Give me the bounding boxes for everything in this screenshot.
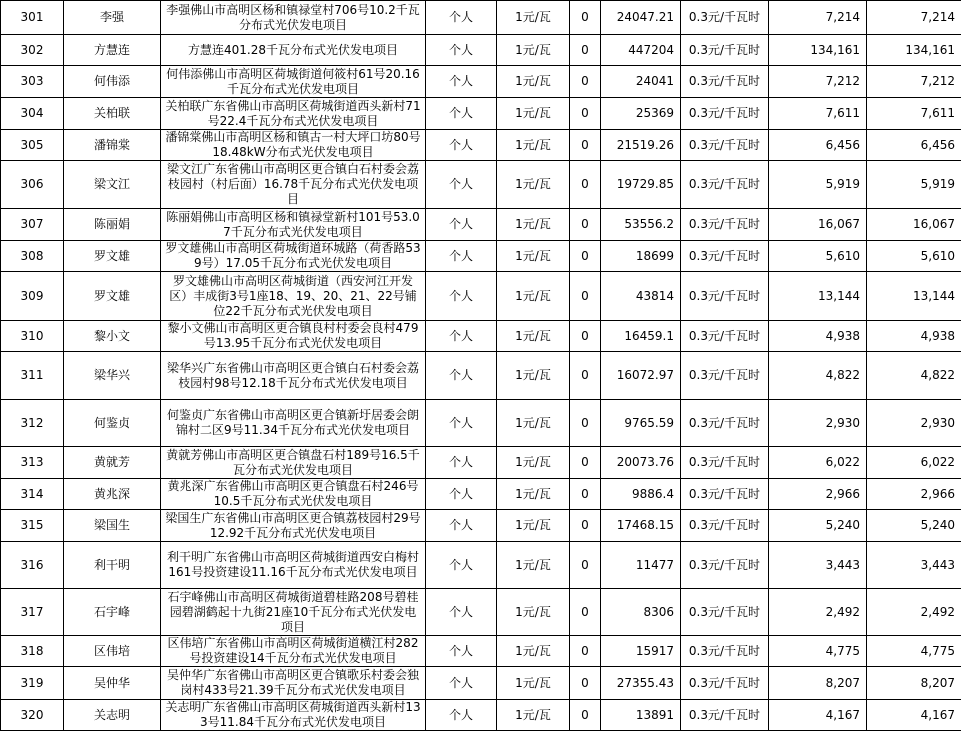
- row-number-cell: 303: [1, 66, 64, 98]
- zero-value-cell: 0: [570, 98, 601, 130]
- row-number-cell: 311: [1, 352, 64, 400]
- applicant-name-cell: 潘锦棠: [64, 130, 161, 161]
- table-row: [1, 130, 961, 161]
- generation-output-cell: 447204: [601, 35, 681, 66]
- row-number-cell: 320: [1, 700, 64, 731]
- row-number-cell: 307: [1, 209, 64, 241]
- table-row: [1, 700, 961, 731]
- subsidy-rate-cell: 0.3元/千瓦时: [681, 510, 769, 542]
- unit-price-cell: 1元/瓦: [497, 352, 570, 400]
- subsidy-amount-cell: 3,443: [769, 542, 867, 589]
- table-row: [1, 161, 961, 209]
- row-number-cell: 317: [1, 589, 64, 636]
- subsidy-rate-cell: 0.3元/千瓦时: [681, 479, 769, 510]
- unit-price-cell: 1元/瓦: [497, 35, 570, 66]
- unit-price-cell: 1元/瓦: [497, 130, 570, 161]
- table-row: [1, 636, 961, 667]
- subsidy-amount-cell: 4,938: [769, 321, 867, 352]
- subsidy-amount-cell: 16,067: [769, 209, 867, 241]
- project-name-cell: 黄兆深广东省佛山市高明区更合镇盘石村246号10.5千瓦分布式光伏发电项目: [161, 479, 426, 510]
- subsidy-total-cell: 4,938: [867, 321, 961, 352]
- subsidy-total-cell: 134,161: [867, 35, 961, 66]
- generation-output-cell: 24047.21: [601, 1, 681, 35]
- subsidy-total-cell: 13,144: [867, 272, 961, 321]
- applicant-type-cell: 个人: [426, 479, 497, 510]
- subsidy-rate-cell: 0.3元/千瓦时: [681, 1, 769, 35]
- applicant-name-cell: 方慧连: [64, 35, 161, 66]
- table-row: [1, 400, 961, 447]
- generation-output-cell: 25369: [601, 98, 681, 130]
- generation-output-cell: 43814: [601, 272, 681, 321]
- zero-value-cell: 0: [570, 241, 601, 272]
- applicant-name-cell: 黄兆深: [64, 479, 161, 510]
- table-row: [1, 241, 961, 272]
- row-number-cell: 314: [1, 479, 64, 510]
- table-row: [1, 66, 961, 98]
- subsidy-total-cell: 4,822: [867, 352, 961, 400]
- project-name-cell: 黄就芳佛山市高明区更合镇盘石村189号16.5千瓦分布式光伏发电项目: [161, 447, 426, 479]
- project-name-cell: 陈丽娟佛山市高明区杨和镇禄堂新村101号53.07千瓦分布式光伏发电项目: [161, 209, 426, 241]
- subsidy-amount-cell: 13,144: [769, 272, 867, 321]
- subsidy-total-cell: 6,022: [867, 447, 961, 479]
- unit-price-cell: 1元/瓦: [497, 321, 570, 352]
- subsidy-total-cell: 3,443: [867, 542, 961, 589]
- subsidy-total-cell: 7,212: [867, 66, 961, 98]
- applicant-type-cell: 个人: [426, 66, 497, 98]
- subsidy-amount-cell: 8,207: [769, 667, 867, 700]
- generation-output-cell: 11477: [601, 542, 681, 589]
- subsidy-rate-cell: 0.3元/千瓦时: [681, 35, 769, 66]
- zero-value-cell: 0: [570, 479, 601, 510]
- subsidy-amount-cell: 4,167: [769, 700, 867, 731]
- table-row: [1, 510, 961, 542]
- applicant-name-cell: 利干明: [64, 542, 161, 589]
- applicant-type-cell: 个人: [426, 1, 497, 35]
- table-row: [1, 272, 961, 321]
- subsidy-total-cell: 5,919: [867, 161, 961, 209]
- unit-price-cell: 1元/瓦: [497, 667, 570, 700]
- applicant-name-cell: 关柏联: [64, 98, 161, 130]
- project-name-cell: 关柏联广东省佛山市高明区荷城街道西头新村71号22.4千瓦分布式光伏发电项目: [161, 98, 426, 130]
- applicant-type-cell: 个人: [426, 35, 497, 66]
- subsidy-amount-cell: 7,214: [769, 1, 867, 35]
- generation-output-cell: 9886.4: [601, 479, 681, 510]
- applicant-name-cell: 黎小文: [64, 321, 161, 352]
- unit-price-cell: 1元/瓦: [497, 272, 570, 321]
- subsidy-rate-cell: 0.3元/千瓦时: [681, 636, 769, 667]
- unit-price-cell: 1元/瓦: [497, 209, 570, 241]
- table-row: [1, 667, 961, 700]
- generation-output-cell: 16459.1: [601, 321, 681, 352]
- applicant-type-cell: 个人: [426, 700, 497, 731]
- unit-price-cell: 1元/瓦: [497, 510, 570, 542]
- zero-value-cell: 0: [570, 667, 601, 700]
- row-number-cell: 304: [1, 98, 64, 130]
- row-number-cell: 313: [1, 447, 64, 479]
- subsidy-amount-cell: 7,611: [769, 98, 867, 130]
- applicant-type-cell: 个人: [426, 241, 497, 272]
- subsidy-rate-cell: 0.3元/千瓦时: [681, 447, 769, 479]
- table-body: [1, 1, 961, 731]
- unit-price-cell: 1元/瓦: [497, 66, 570, 98]
- table-row: [1, 35, 961, 66]
- generation-output-cell: 8306: [601, 589, 681, 636]
- table-row: [1, 542, 961, 589]
- table-row: [1, 209, 961, 241]
- subsidy-rate-cell: 0.3元/千瓦时: [681, 321, 769, 352]
- subsidy-amount-cell: 5,240: [769, 510, 867, 542]
- subsidy-amount-cell: 134,161: [769, 35, 867, 66]
- applicant-name-cell: 黄就芳: [64, 447, 161, 479]
- applicant-name-cell: 梁华兴: [64, 352, 161, 400]
- applicant-type-cell: 个人: [426, 352, 497, 400]
- subsidy-total-cell: 2,966: [867, 479, 961, 510]
- row-number-cell: 316: [1, 542, 64, 589]
- table-row: [1, 479, 961, 510]
- applicant-name-cell: 罗文雄: [64, 241, 161, 272]
- project-name-cell: 梁文江广东省佛山市高明区更合镇白石村委会荔枝园村（村后面）16.78千瓦分布式光伏发电项目: [161, 161, 426, 209]
- zero-value-cell: 0: [570, 700, 601, 731]
- unit-price-cell: 1元/瓦: [497, 636, 570, 667]
- project-name-cell: 石宇峰佛山市高明区荷城街道碧桂路208号碧桂园碧湖鹤起十九街21座10千瓦分布式光伏发电项目: [161, 589, 426, 636]
- subsidy-total-cell: 8,207: [867, 667, 961, 700]
- unit-price-cell: 1元/瓦: [497, 700, 570, 731]
- zero-value-cell: 0: [570, 161, 601, 209]
- project-name-cell: 潘锦棠佛山市高明区杨和镇古一村大坪口坊80号18.48kW分布式光伏发电项目: [161, 130, 426, 161]
- applicant-name-cell: 关志明: [64, 700, 161, 731]
- table-row: [1, 98, 961, 130]
- subsidy-total-cell: 16,067: [867, 209, 961, 241]
- subsidy-total-cell: 2,492: [867, 589, 961, 636]
- subsidy-amount-cell: 6,456: [769, 130, 867, 161]
- subsidy-rate-cell: 0.3元/千瓦时: [681, 66, 769, 98]
- zero-value-cell: 0: [570, 272, 601, 321]
- zero-value-cell: 0: [570, 130, 601, 161]
- project-name-cell: 区伟培广东省佛山市高明区荷城街道横江村282号投资建设14千瓦分布式光伏发电项目: [161, 636, 426, 667]
- applicant-type-cell: 个人: [426, 272, 497, 321]
- subsidy-rate-cell: 0.3元/千瓦时: [681, 700, 769, 731]
- applicant-name-cell: 石宇峰: [64, 589, 161, 636]
- row-number-cell: 310: [1, 321, 64, 352]
- project-name-cell: 方慧连401.28千瓦分布式光伏发电项目: [161, 35, 426, 66]
- unit-price-cell: 1元/瓦: [497, 589, 570, 636]
- subsidy-rate-cell: 0.3元/千瓦时: [681, 272, 769, 321]
- generation-output-cell: 27355.43: [601, 667, 681, 700]
- unit-price-cell: 1元/瓦: [497, 542, 570, 589]
- generation-output-cell: 19729.85: [601, 161, 681, 209]
- table-row: [1, 352, 961, 400]
- subsidy-total-cell: 2,930: [867, 400, 961, 447]
- applicant-type-cell: 个人: [426, 447, 497, 479]
- project-name-cell: 何鉴贞广东省佛山市高明区更合镇新圩居委会朗锦村二区9号11.34千瓦分布式光伏发电项目: [161, 400, 426, 447]
- applicant-name-cell: 陈丽娟: [64, 209, 161, 241]
- project-name-cell: 梁国生广东省佛山市高明区更合镇荔枝园村29号12.92千瓦分布式光伏发电项目: [161, 510, 426, 542]
- applicant-name-cell: 吴仲华: [64, 667, 161, 700]
- applicant-name-cell: 梁国生: [64, 510, 161, 542]
- row-number-cell: 319: [1, 667, 64, 700]
- zero-value-cell: 0: [570, 636, 601, 667]
- subsidy-amount-cell: 2,966: [769, 479, 867, 510]
- row-number-cell: 309: [1, 272, 64, 321]
- subsidy-rate-cell: 0.3元/千瓦时: [681, 400, 769, 447]
- generation-output-cell: 9765.59: [601, 400, 681, 447]
- project-name-cell: 关志明广东省佛山市高明区荷城街道西头新村133号11.84千瓦分布式光伏发电项目: [161, 700, 426, 731]
- zero-value-cell: 0: [570, 542, 601, 589]
- subsidy-total-cell: 5,240: [867, 510, 961, 542]
- subsidy-amount-cell: 2,492: [769, 589, 867, 636]
- applicant-type-cell: 个人: [426, 589, 497, 636]
- row-number-cell: 312: [1, 400, 64, 447]
- subsidy-rate-cell: 0.3元/千瓦时: [681, 130, 769, 161]
- zero-value-cell: 0: [570, 589, 601, 636]
- subsidy-amount-cell: 5,610: [769, 241, 867, 272]
- generation-output-cell: 53556.2: [601, 209, 681, 241]
- generation-output-cell: 24041: [601, 66, 681, 98]
- unit-price-cell: 1元/瓦: [497, 241, 570, 272]
- subsidy-amount-cell: 4,822: [769, 352, 867, 400]
- unit-price-cell: 1元/瓦: [497, 161, 570, 209]
- subsidy-amount-cell: 5,919: [769, 161, 867, 209]
- applicant-name-cell: 区伟培: [64, 636, 161, 667]
- generation-output-cell: 16072.97: [601, 352, 681, 400]
- project-name-cell: 利干明广东省佛山市高明区荷城街道西安白梅村161号投资建设11.16千瓦分布式光伏发电项目: [161, 542, 426, 589]
- project-name-cell: 罗文雄佛山市高明区荷城街道环城路（荷香路539号）17.05千瓦分布式光伏发电项目: [161, 241, 426, 272]
- subsidy-rate-cell: 0.3元/千瓦时: [681, 209, 769, 241]
- subsidy-total-cell: 6,456: [867, 130, 961, 161]
- row-number-cell: 306: [1, 161, 64, 209]
- applicant-type-cell: 个人: [426, 321, 497, 352]
- row-number-cell: 308: [1, 241, 64, 272]
- unit-price-cell: 1元/瓦: [497, 98, 570, 130]
- zero-value-cell: 0: [570, 400, 601, 447]
- table-row: [1, 1, 961, 35]
- subsidy-total-cell: 5,610: [867, 241, 961, 272]
- subsidy-amount-cell: 6,022: [769, 447, 867, 479]
- generation-output-cell: 18699: [601, 241, 681, 272]
- applicant-name-cell: 李强: [64, 1, 161, 35]
- subsidy-rate-cell: 0.3元/千瓦时: [681, 161, 769, 209]
- project-name-cell: 梁华兴广东省佛山市高明区更合镇白石村委会荔枝园村98号12.18千瓦分布式光伏发电项目: [161, 352, 426, 400]
- subsidy-total-cell: 4,775: [867, 636, 961, 667]
- applicant-type-cell: 个人: [426, 667, 497, 700]
- subsidy-rate-cell: 0.3元/千瓦时: [681, 241, 769, 272]
- zero-value-cell: 0: [570, 447, 601, 479]
- subsidy-amount-cell: 7,212: [769, 66, 867, 98]
- subsidy-total-cell: 7,611: [867, 98, 961, 130]
- generation-output-cell: 15917: [601, 636, 681, 667]
- applicant-type-cell: 个人: [426, 130, 497, 161]
- applicant-type-cell: 个人: [426, 98, 497, 130]
- table-row: [1, 321, 961, 352]
- applicant-type-cell: 个人: [426, 209, 497, 241]
- table-row: [1, 447, 961, 479]
- unit-price-cell: 1元/瓦: [497, 400, 570, 447]
- applicant-name-cell: 何伟添: [64, 66, 161, 98]
- zero-value-cell: 0: [570, 510, 601, 542]
- generation-output-cell: 21519.26: [601, 130, 681, 161]
- subsidy-rate-cell: 0.3元/千瓦时: [681, 589, 769, 636]
- subsidy-total-cell: 4,167: [867, 700, 961, 731]
- generation-output-cell: 17468.15: [601, 510, 681, 542]
- table-row: [1, 589, 961, 636]
- applicant-name-cell: 罗文雄: [64, 272, 161, 321]
- applicant-type-cell: 个人: [426, 400, 497, 447]
- subsidy-amount-cell: 4,775: [769, 636, 867, 667]
- subsidy-rate-cell: 0.3元/千瓦时: [681, 352, 769, 400]
- subsidy-rate-cell: 0.3元/千瓦时: [681, 98, 769, 130]
- row-number-cell: 302: [1, 35, 64, 66]
- row-number-cell: 318: [1, 636, 64, 667]
- project-name-cell: 李强佛山市高明区杨和镇禄堂村706号10.2千瓦分布式光伏发电项目: [161, 1, 426, 35]
- project-name-cell: 黎小文佛山市高明区更合镇良村村委会良村479号13.95千瓦分布式光伏发电项目: [161, 321, 426, 352]
- generation-output-cell: 20073.76: [601, 447, 681, 479]
- applicant-type-cell: 个人: [426, 510, 497, 542]
- subsidy-amount-cell: 2,930: [769, 400, 867, 447]
- generation-output-cell: 13891: [601, 700, 681, 731]
- unit-price-cell: 1元/瓦: [497, 479, 570, 510]
- subsidy-rate-cell: 0.3元/千瓦时: [681, 542, 769, 589]
- subsidy-rate-cell: 0.3元/千瓦时: [681, 667, 769, 700]
- zero-value-cell: 0: [570, 321, 601, 352]
- zero-value-cell: 0: [570, 35, 601, 66]
- subsidy-total-cell: 7,214: [867, 1, 961, 35]
- applicant-type-cell: 个人: [426, 542, 497, 589]
- zero-value-cell: 0: [570, 1, 601, 35]
- row-number-cell: 315: [1, 510, 64, 542]
- applicant-name-cell: 何鉴贞: [64, 400, 161, 447]
- zero-value-cell: 0: [570, 66, 601, 98]
- row-number-cell: 301: [1, 1, 64, 35]
- project-name-cell: 吴仲华广东省佛山市高明区更合镇歌乐村委会独岗村433号21.39千瓦分布式光伏发电项目: [161, 667, 426, 700]
- applicant-name-cell: 梁文江: [64, 161, 161, 209]
- zero-value-cell: 0: [570, 352, 601, 400]
- zero-value-cell: 0: [570, 209, 601, 241]
- row-number-cell: 305: [1, 130, 64, 161]
- unit-price-cell: 1元/瓦: [497, 1, 570, 35]
- unit-price-cell: 1元/瓦: [497, 447, 570, 479]
- project-name-cell: 何伟添佛山市高明区荷城街道何筱村61号20.16千瓦分布式光伏发电项目: [161, 66, 426, 98]
- applicant-type-cell: 个人: [426, 161, 497, 209]
- project-name-cell: 罗文雄佛山市高明区荷城街道（西安河江开发区）丰成街3号1座18、19、20、21、22号铺位22千瓦分布式光伏发电项目: [161, 272, 426, 321]
- applicant-type-cell: 个人: [426, 636, 497, 667]
